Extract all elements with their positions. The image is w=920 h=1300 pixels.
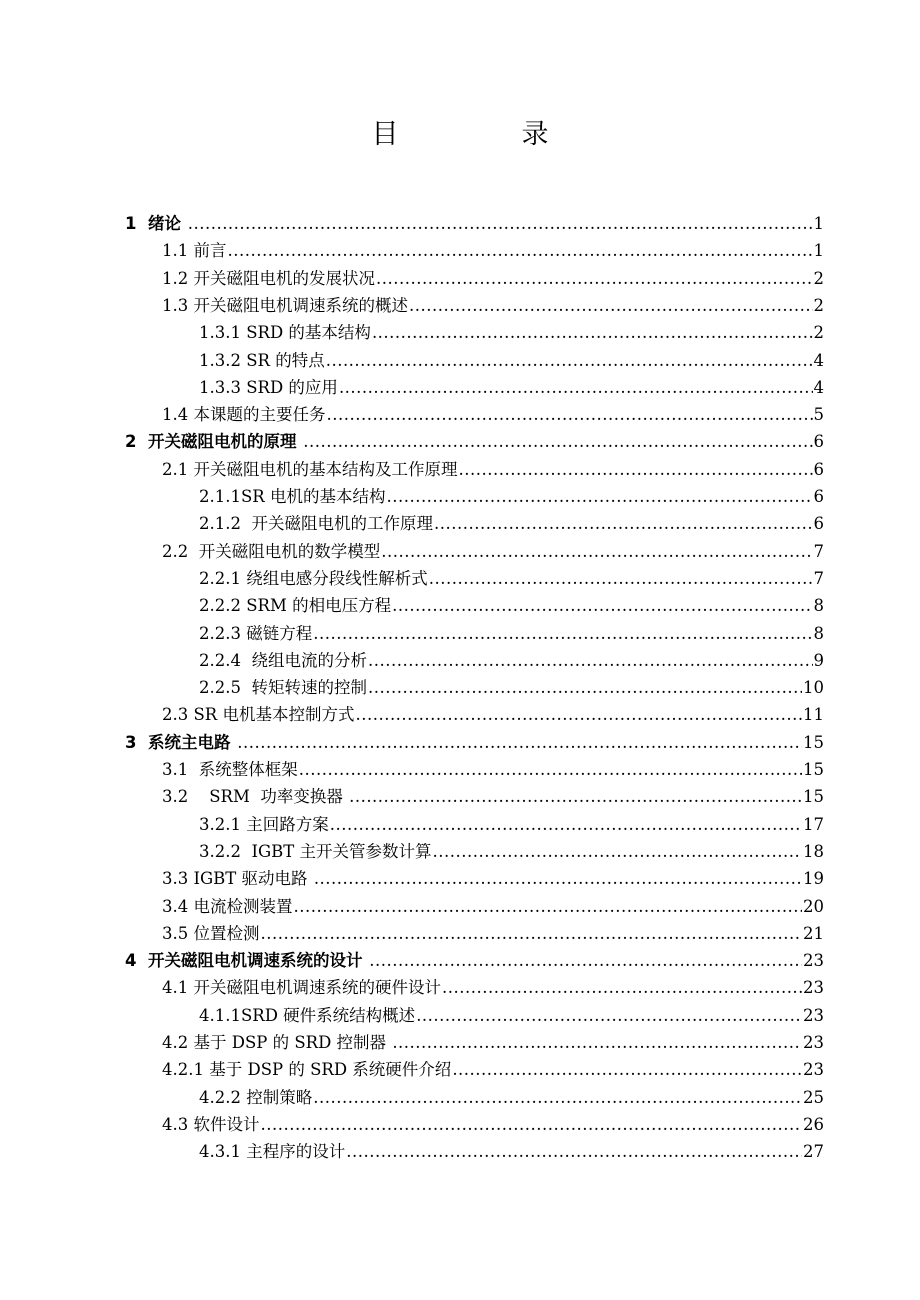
toc-entry[interactable]: [162, 783, 824, 810]
toc-entry-page-number: 25: [803, 1087, 824, 1107]
toc-entry-page-number: 17: [803, 814, 824, 834]
toc-entry-page-number: 5: [813, 405, 824, 425]
toc-entry[interactable]: [125, 947, 824, 974]
toc-row: [0, 811, 920, 838]
toc-row: [0, 1084, 920, 1111]
dot-leader: [369, 947, 802, 974]
dot-leader: [326, 347, 813, 374]
toc-entry[interactable]: [162, 237, 824, 264]
toc-row: [0, 374, 920, 401]
toc-entry-label: 4.2 基于 DSP 的 SRD 控制器: [162, 1033, 392, 1052]
dot-leader: [386, 483, 812, 510]
toc-entry-page-number: 18: [803, 841, 824, 861]
toc-entry[interactable]: [199, 319, 824, 346]
toc-row: [0, 865, 920, 892]
page-title: 目 录: [371, 119, 597, 150]
toc-entry-label: 2.3 SR 电机基本控制方式: [162, 705, 355, 725]
toc-entry[interactable]: [162, 865, 824, 892]
toc-entry-label: 3 系统主电路: [125, 732, 237, 752]
toc-entry-label: 1.3 开关磁阻电机调速系统的概述: [162, 295, 408, 315]
toc-entry-label: 2.2 开关磁阻电机的数学模型: [162, 541, 381, 561]
toc-entry[interactable]: [162, 893, 824, 920]
toc-entry-page-number: 23: [803, 1005, 824, 1025]
toc-entry[interactable]: [162, 1029, 824, 1056]
toc-row: [0, 893, 920, 920]
toc-row: [0, 838, 920, 865]
toc-entry[interactable]: [199, 1002, 824, 1029]
toc-entry-label: 4.1.1SRD 硬件系统结构概述: [199, 1005, 416, 1025]
toc-row: [0, 1002, 920, 1029]
toc-row: [0, 565, 920, 592]
toc-entry[interactable]: [162, 701, 824, 728]
toc-entry[interactable]: [199, 510, 824, 537]
toc-entry[interactable]: [199, 838, 824, 865]
toc-entry-page-number: 6: [813, 432, 824, 452]
toc-row: [0, 592, 920, 619]
dot-leader: [442, 974, 802, 1001]
toc-entry-label: 3.3 IGBT 驱动电路: [162, 869, 313, 889]
toc-row: [0, 347, 920, 374]
toc-row: [0, 483, 920, 510]
toc-entry-label: 1 绪论: [125, 214, 187, 233]
toc-entry-page-number: 4: [813, 377, 824, 397]
dot-leader: [188, 210, 813, 237]
toc-entry[interactable]: [162, 756, 824, 783]
toc-entry-label: 2.2.4 绕组电流的分析: [199, 650, 367, 670]
dot-leader: [429, 565, 813, 592]
toc-entry[interactable]: [125, 428, 824, 455]
toc-entry-page-number: 4: [813, 350, 824, 370]
toc-entry-page-number: 2: [813, 295, 824, 315]
toc-row: [0, 783, 920, 810]
toc-entry-page-number: 15: [803, 732, 824, 752]
toc-entry[interactable]: [199, 674, 824, 701]
toc-row: [0, 920, 920, 947]
dot-leader: [368, 647, 813, 674]
toc-entry[interactable]: [199, 811, 824, 838]
toc-entry[interactable]: [162, 974, 824, 1001]
toc-entry[interactable]: [162, 538, 824, 565]
dot-leader: [314, 865, 802, 892]
dot-leader: [416, 1002, 802, 1029]
toc-row: [0, 428, 920, 455]
dot-leader: [372, 319, 813, 346]
toc-entry-label: 2.1.1SR 电机的基本结构: [199, 487, 386, 506]
toc-entry-page-number: 1: [813, 214, 824, 233]
toc-entry-label: 4.1 开关磁阻电机调速系统的硬件设计: [162, 978, 441, 998]
toc-entry[interactable]: [199, 620, 824, 647]
toc-entry-page-number: 23: [803, 1060, 824, 1080]
toc-entry-page-number: 15: [803, 760, 824, 779]
dot-leader: [299, 756, 802, 783]
toc-entry-label: 1.3.3 SRD 的应用: [199, 377, 338, 397]
toc-entry[interactable]: [199, 592, 824, 619]
toc-row: [0, 237, 920, 264]
toc-row: [0, 1111, 920, 1138]
dot-leader: [459, 456, 813, 483]
toc-row: [0, 319, 920, 346]
dot-leader: [434, 510, 813, 537]
dot-leader: [376, 265, 813, 292]
toc-entry-page-number: 23: [803, 1033, 824, 1052]
toc-row: [0, 538, 920, 565]
dot-leader: [355, 701, 802, 728]
dot-leader: [368, 674, 802, 701]
toc-entry-page-number: 26: [803, 1114, 824, 1134]
toc-row: [0, 1138, 920, 1165]
toc-row: [0, 620, 920, 647]
toc-entry[interactable]: [199, 1138, 824, 1165]
dot-leader: [409, 292, 813, 319]
dot-leader: [313, 620, 812, 647]
toc-row: [0, 701, 920, 728]
toc-entry[interactable]: [125, 729, 824, 756]
dot-leader: [433, 838, 802, 865]
toc-entry-page-number: 8: [813, 623, 824, 643]
toc-row: [0, 1056, 920, 1083]
toc-entry-page-number: 8: [813, 596, 824, 616]
dot-leader: [237, 729, 802, 756]
toc-entry-label: 1.4 本课题的主要任务: [162, 405, 326, 425]
toc-row: [0, 456, 920, 483]
toc-entry-page-number: 9: [813, 650, 824, 670]
toc-entry-label: 2.2.1 绕组电感分段线性解析式: [199, 568, 428, 588]
toc-entry-label: 4.2.2 控制策略: [199, 1087, 313, 1107]
toc-entry-label: 2 开关磁阻电机的原理: [125, 432, 303, 452]
toc-entry[interactable]: [162, 292, 824, 319]
toc-entry-page-number: 7: [813, 541, 824, 561]
toc-entry[interactable]: [199, 647, 824, 674]
toc-entry[interactable]: [162, 401, 824, 428]
toc-entry[interactable]: [162, 1056, 824, 1083]
toc-entry-page-number: 20: [803, 896, 824, 916]
toc-entry-page-number: 11: [803, 705, 824, 725]
toc-entry-label: 4.3 软件设计: [162, 1114, 260, 1134]
toc-row: [0, 647, 920, 674]
toc-entry[interactable]: [199, 565, 824, 592]
dot-leader: [313, 1084, 802, 1111]
toc-entry-label: 2.1 开关磁阻电机的基本结构及工作原理: [162, 459, 458, 479]
toc-entry-label: 3.2 SRM 功率变换器: [162, 787, 349, 807]
toc-entry-label: 4 开关磁阻电机调速系统的设计: [125, 951, 369, 971]
toc-entry-page-number: 15: [803, 787, 824, 807]
dot-leader: [261, 920, 803, 947]
toc-entry-label: 1.1 前言: [162, 241, 227, 261]
toc-entry-page-number: 23: [803, 951, 824, 971]
toc-entry-label: 2.2.5 转矩转速的控制: [199, 678, 367, 698]
toc-row: [0, 1029, 920, 1056]
dot-leader: [303, 428, 812, 455]
toc-row: [0, 292, 920, 319]
toc-entry-label: 2.1.2 开关磁阻电机的工作原理: [199, 514, 433, 534]
toc-entry-label: 1.2 开关磁阻电机的发展状况: [162, 268, 375, 288]
toc-entry-page-number: 2: [813, 323, 824, 343]
toc-entry-page-number: 6: [813, 487, 824, 506]
toc-entry-label: 1.3.2 SR 的特点: [199, 350, 325, 370]
toc-entry-page-number: 6: [813, 459, 824, 479]
toc-entry[interactable]: [199, 374, 824, 401]
toc-entry[interactable]: [162, 456, 824, 483]
dot-leader: [327, 401, 813, 428]
toc-row: [0, 729, 920, 756]
dot-leader: [381, 538, 812, 565]
toc-row: [0, 974, 920, 1001]
toc-entry-label: 4.3.1 主程序的设计: [199, 1142, 346, 1162]
toc-entry-page-number: 6: [813, 514, 824, 534]
toc-entry-label: 3.5 位置检测: [162, 923, 260, 943]
toc-entry[interactable]: [162, 920, 824, 947]
dot-leader: [294, 893, 803, 920]
toc-row: [0, 947, 920, 974]
toc-entry-page-number: 10: [803, 678, 824, 698]
toc-entry-label: 4.2.1 基于 DSP 的 SRD 系统硬件介绍: [162, 1060, 452, 1080]
toc-row: [0, 756, 920, 783]
toc-entry-label: 2.2.3 磁链方程: [199, 623, 313, 643]
toc-entry-page-number: 19: [803, 869, 824, 889]
dot-leader: [330, 811, 802, 838]
toc-entry[interactable]: [199, 1084, 824, 1111]
toc-row: [0, 510, 920, 537]
toc-entry-page-number: 23: [803, 978, 824, 998]
toc-entry[interactable]: [162, 265, 824, 292]
toc-entry-label: 3.2.1 主回路方案: [199, 814, 329, 834]
toc-row: [0, 674, 920, 701]
dot-leader: [452, 1056, 802, 1083]
dot-leader: [228, 237, 813, 264]
toc-entry-page-number: 27: [803, 1142, 824, 1162]
dot-leader: [349, 783, 802, 810]
toc-entry[interactable]: [125, 210, 824, 237]
dot-leader: [392, 1029, 802, 1056]
toc-entry-label: 1.3.1 SRD 的基本结构: [199, 323, 371, 343]
dot-leader: [392, 592, 812, 619]
toc-row: [0, 265, 920, 292]
toc-entry-page-number: 2: [813, 268, 824, 288]
toc-entry[interactable]: [199, 347, 824, 374]
toc-entry-page-number: 7: [813, 568, 824, 588]
toc-entry-page-number: 21: [803, 923, 824, 943]
toc-entry-label: 3.2.2 IGBT 主开关管参数计算: [199, 841, 432, 861]
toc-entry-label: 3.4 电流检测装置: [162, 896, 293, 916]
toc-entry-label: 3.1 系统整体框架: [162, 760, 298, 779]
toc-entry-label: 2.2.2 SRM 的相电压方程: [199, 596, 392, 616]
toc-entry[interactable]: [162, 1111, 824, 1138]
toc-entry-page-number: 1: [813, 241, 824, 261]
dot-leader: [346, 1138, 802, 1165]
dot-leader: [261, 1111, 803, 1138]
dot-leader: [339, 374, 813, 401]
toc-row: [0, 210, 920, 237]
toc-entry[interactable]: [199, 483, 824, 510]
toc-row: [0, 401, 920, 428]
